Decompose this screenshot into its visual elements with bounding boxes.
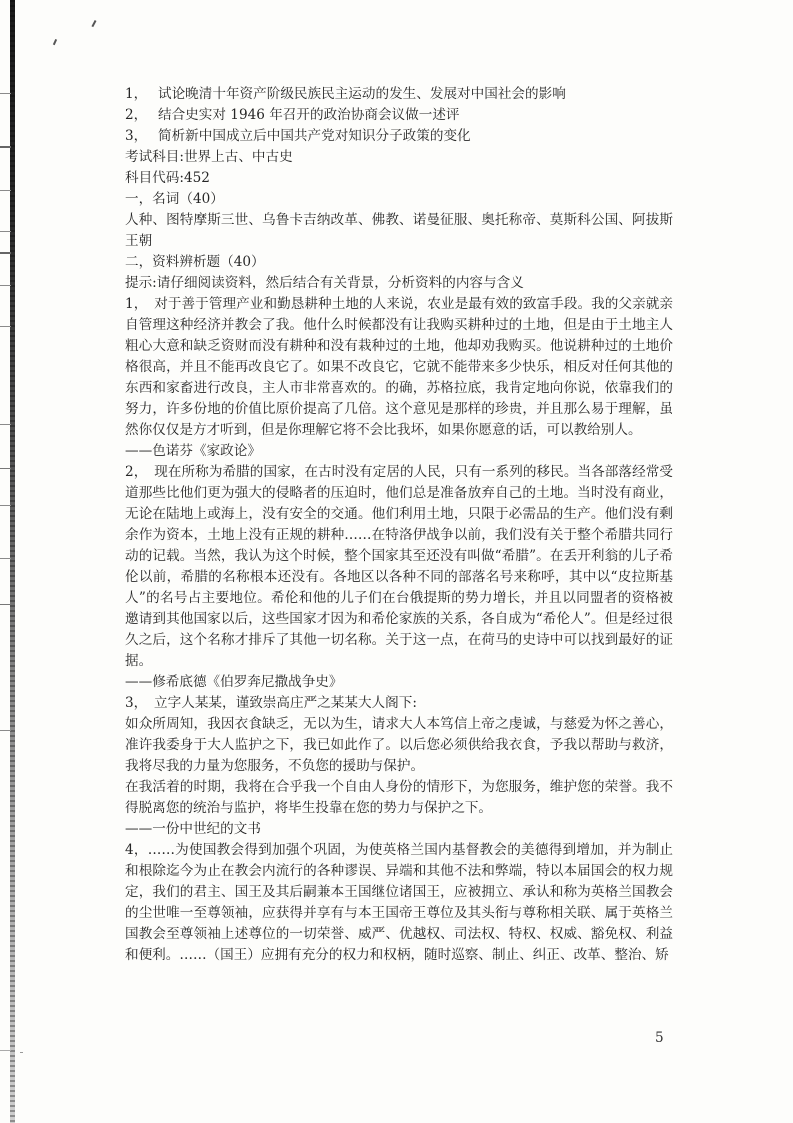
scan-speck (91, 20, 96, 27)
scan-tick-mark (0, 1050, 11, 1051)
question-text: 结合史实对 1946 年召开的政治协商会议做一述评 (158, 107, 460, 123)
scan-speck (53, 39, 57, 45)
scan-binding-edge (10, 0, 15, 1123)
material-source: ——色诺芬《家政论》 (125, 443, 261, 459)
scan-tick-mark (0, 231, 11, 232)
scan-tick-mark (0, 604, 11, 605)
question-item (125, 84, 673, 105)
scan-tick-mark (0, 252, 11, 254)
document-content (125, 84, 673, 966)
exam-subject: 考试科目:世界上古、中古史 (125, 149, 293, 165)
material-paragraph: 2， 现在所称为希腊的国家，在古时没有定居的人民，只有一系列的移民。当各部落经常受道那些比他们更为强大的侵略者的压迫时，他们总是准备放弃自己的土地。当时没有商业，无论在陆地上或海上，没有安全的交通。他们利用土地，只限于必需品的生产。他们没有剩余作为资本，土地上没有正规的耕种……在特洛伊战争以前，我们没有关于整个希腊共同行动的记载。当然，我认为这个时候，整个国家其至还没有叫做“希腊”。在丢开利翁的儿子希伦以前，希腊的名称根本还没有。各地区以各种不同的部落名号来称呼，其中以“皮拉斯基人”的名号占主要地位。希伦和他的儿子们在台俄提斯的势力增长，并且以同盟者的资格被邀请到其他国家以后，这些国家才因为和希伦家族的关系，各自成为“希伦人”。但是经过很久之后，这个名称才排斥了其他一切名称。关于这一点，在荷马的史诗中可以找到最好的证据。 (125, 464, 673, 669)
question-number: 1， (125, 86, 148, 102)
material-paragraph: 如众所周知，我因衣食缺乏，无以为生，请求大人本笃信上帝之虔诚，与慈爱为怀之善心，准许我委身于大人监护之下，我已如此作了。以后您必须供给我衣食，予我以帮助与救济，我将尽我的力量为您服务，不负您的援助与保护。 (125, 716, 673, 774)
material-paragraph: 在我活着的时期，我将在合乎我一个自由人身份的情形下，为您服务，维护您的荣誉。我不得脱离您的统治与监护，将毕生投靠在您的势力与保护之下。 (125, 779, 673, 816)
scan-tick-mark (0, 93, 11, 94)
scan-tick-mark (0, 146, 11, 148)
page-number: 5 (655, 1030, 664, 1046)
scan-speck (20, 1052, 23, 1053)
section-two-hint: 提示:请仔细阅读资料，然后结合有关背景，分析资料的内容与含义 (125, 275, 524, 291)
scan-tick-mark (0, 505, 11, 506)
scan-tick-mark (0, 730, 11, 731)
material-source: ——修希底德《伯罗奔尼撒战争史》 (125, 674, 343, 690)
material-paragraph: 3， 立字人某某，谨致崇高庄严之某某大人阁下: (125, 695, 417, 711)
question-number: 3， (125, 128, 148, 144)
scan-tick-mark (0, 468, 11, 469)
subject-code: 科目代码:452 (125, 170, 210, 186)
question-text: 试论晚清十年资产阶级民族民主运动的发生、发展对中国社会的影响 (158, 86, 566, 102)
scan-tick-mark (0, 285, 11, 286)
question-text: 简析新中国成立后中国共产党对知识分子政策的变化 (158, 128, 471, 144)
material-paragraph: 1， 对于善于管理产业和勤恳耕种土地的人来说，农业是最有效的致富手段。我的父亲就亲自管理这种经济并教会了我。他什么时候都没有让我购买耕种过的土地，但是由于土地主人粗心大意和缺乏资财而没有耕种和没有栽种过的土地，他却劝我购买。他说耕种过的土地价格很高，并且不能再改良它了。如果不改良它，它就不能带来多少快乐，相反对任何其他的东西和家畜进行改良，主人市非常喜欢的。的确，苏格拉底，我肯定地向你说，依靠我们的努力，许多份地的价值比原价提高了几倍。这个意见是那样的珍贵，并且那么易于理解，虽然你仅仅是方才听到，但是你理解它将不会比我坏，如果你愿意的话，可以教给别人。 (125, 296, 673, 438)
material-source: ——一份中世纪的文书 (125, 821, 261, 837)
material-paragraph: 4，……为使国教会得到加强个巩固，为使英格兰国内基督教会的美德得到增加，并为制止和根除迄今为止在教会内流行的各种谬误、异端和其他不法和弊端，特以本届国会的权力规定，我们的君主、国王及其后嗣兼本王国继位诸国王，应被拥立、承认和称为英格兰国教会的尘世唯一至尊领袖，应获得并享有与本王国帝王尊位及其头衔与尊称相关联、属于英格兰国教会至尊领袖上述尊位的一切荣誉、威严、优越权、司法权、特权、权威、豁免权、利益和便利。……（国王）应拥有充分的权力和权柄，随时巡察、制止、纠正、改革、整治、矫 (125, 842, 673, 963)
section-one-terms: 人种、图特摩斯三世、乌鲁卡吉纳改革、佛教、诺曼征服、奥托称帝、莫斯科公国、阿拔斯王朝 (125, 212, 673, 249)
section-two-title: 二，资料辨析题（40） (125, 254, 265, 270)
scan-tick-mark (0, 326, 11, 327)
scan-tick-mark (0, 424, 11, 425)
scan-tick-mark (0, 558, 11, 559)
question-number: 2， (125, 107, 148, 123)
question-item (125, 105, 673, 126)
section-one-title: 一，名词（40） (125, 191, 224, 207)
scan-tick-mark (0, 190, 11, 191)
question-item (125, 126, 673, 147)
